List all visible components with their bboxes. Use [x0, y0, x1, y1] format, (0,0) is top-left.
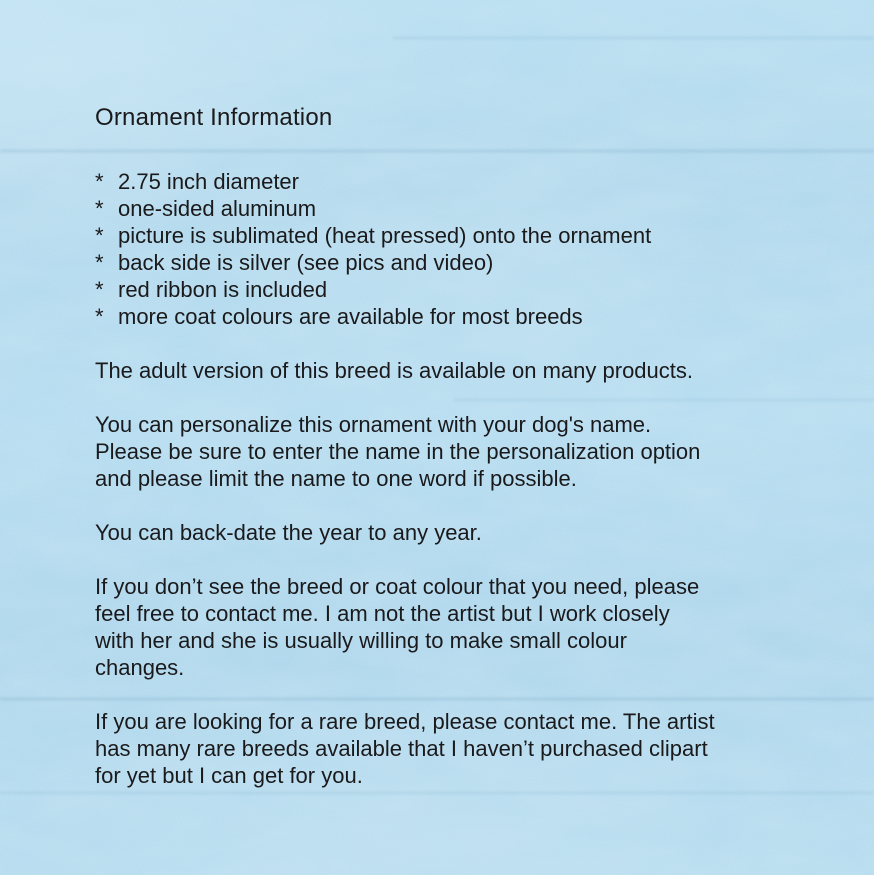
paragraph-line: You can personalize this ornament with your dog's name. — [95, 412, 652, 437]
list-item — [95, 222, 809, 249]
paragraph-line: The adult version of this breed is available on many products. — [95, 358, 693, 383]
paragraph-backdate — [95, 519, 809, 546]
bullet-text: picture is sublimated (heat pressed) onto the ornament — [118, 223, 652, 248]
list-item — [95, 168, 809, 195]
bullet-marker: * — [95, 304, 104, 329]
list-item — [95, 303, 809, 330]
bullet-text: one-sided aluminum — [118, 196, 317, 221]
bullet-marker: * — [95, 169, 104, 194]
paragraph-line: has many rare breeds available that I haven’t purchased clipart — [95, 736, 708, 761]
paragraph-line: feel free to contact me. I am not the artist but I work closely — [95, 601, 670, 626]
page-title: Ornament Information — [95, 104, 333, 131]
list-item — [95, 276, 809, 303]
paragraph-adult-version — [95, 357, 809, 384]
paragraph-line: for yet but I can get for you. — [95, 763, 363, 788]
paragraph-line: changes. — [95, 655, 185, 680]
bullet-text: back side is silver (see pics and video) — [118, 250, 494, 275]
paragraph-personalize — [95, 411, 809, 492]
bullet-list — [95, 168, 809, 330]
bullet-text: more coat colours are available for most breeds — [118, 304, 583, 329]
bullet-marker: * — [95, 250, 104, 275]
paragraph-line: If you are looking for a rare breed, please contact me. The artist — [95, 709, 715, 734]
bullet-marker: * — [95, 277, 104, 302]
paragraph-line: and please limit the name to one word if possible. — [95, 466, 577, 491]
paragraph-line: If you don’t see the breed or coat colour that you need, please — [95, 574, 700, 599]
bullet-text: red ribbon is included — [118, 277, 328, 302]
paragraph-line: You can back-date the year to any year. — [95, 520, 482, 545]
content-column — [95, 104, 809, 789]
paragraph-line: with her and she is usually willing to make small colour — [95, 628, 627, 653]
paragraph-line: Please be sure to enter the name in the personalization option — [95, 439, 701, 464]
list-item — [95, 195, 809, 222]
paragraph-coat-colour — [95, 573, 809, 681]
list-item — [95, 249, 809, 276]
bullet-text: 2.75 inch diameter — [118, 169, 299, 194]
bullet-marker: * — [95, 223, 104, 248]
bullet-marker: * — [95, 196, 104, 221]
paragraph-rare-breed — [95, 708, 809, 789]
